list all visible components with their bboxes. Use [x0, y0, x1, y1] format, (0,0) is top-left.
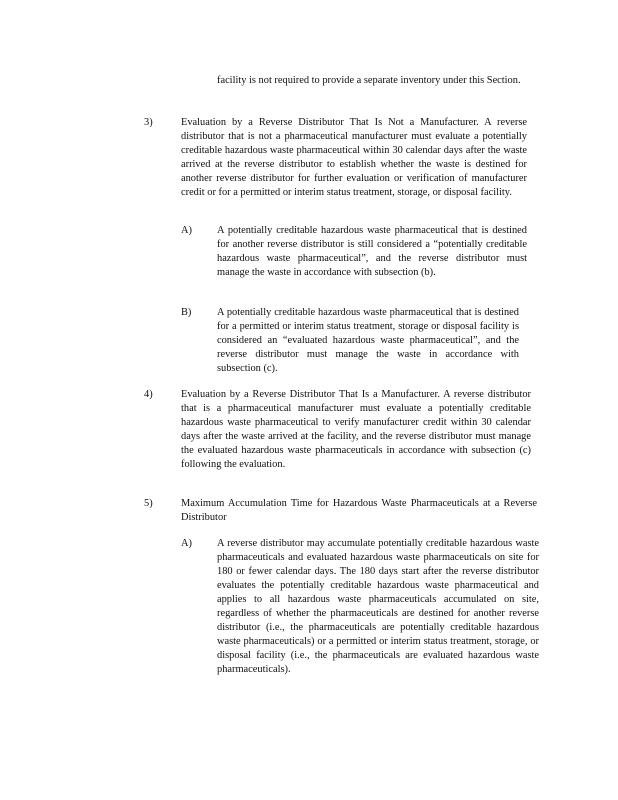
subitem-paragraph: A potentially creditable hazardous waste pharmaceutical that is destined for a permitted or interim status treatment, storage or disposal facility is considered an “evaluated hazardous waste pharmaceutical”, and the reverse distributor must manage the waste in accordance with subsection (c).: [217, 307, 519, 374]
subitem-label: A): [181, 225, 192, 236]
subitem-paragraph: A potentially creditable hazardous waste pharmaceutical that is destined for another reverse distributor is still considered a “potentially creditable hazardous waste pharmaceutical”, and the reverse distributor must manage the waste in accordance with subsection (b).: [217, 225, 527, 278]
item-number: 5): [144, 498, 153, 509]
item-number: 4): [144, 389, 153, 400]
item-paragraph: Maximum Accumulation Time for Hazardous Waste Pharmaceuticals at a Reverse Distributor: [181, 498, 537, 523]
continuation-paragraph: facility is not required to provide a separate inventory under this Section.: [217, 75, 521, 86]
subitem-paragraph: A reverse distributor may accumulate potentially creditable hazardous waste pharmaceuticals and evaluated hazardous waste pharmaceuticals on site for 180 or fewer calendar days. The 180 days start after the reverse distributor evaluates the potentially creditable hazardous waste pharmaceutical and applies to all hazardous waste pharmaceuticals accumulated on site, regardless of whether the pharmaceuticals are destined for another reverse distributor (i.e., the pharmaceuticals are potentially creditable hazardous waste pharmaceuticals) or a permitted or interim status treatment, storage, or disposal facility (i.e., the pharmaceuticals are evaluated hazardous waste pharmaceuticals).: [217, 538, 539, 675]
subitem-label: B): [181, 307, 192, 318]
item-number: 3): [144, 117, 153, 128]
subitem-label: A): [181, 538, 192, 549]
item-paragraph: Evaluation by a Reverse Distributor That Is Not a Manufacturer. A reverse distributor that is not a pharmaceutical manufacturer must evaluate a potentially creditable hazardous waste pharmaceutical within 30 calendar days after the waste arrived at the reverse distributor to establish whether the waste is destined for another reverse distributor for further evaluation or verification of manufacturer credit or for a permitted or interim status treatment, storage, or disposal facility.: [181, 117, 527, 198]
item-paragraph: Evaluation by a Reverse Distributor That Is a Manufacturer. A reverse distributor that is a pharmaceutical manufacturer must evaluate a potentially creditable hazardous waste pharmaceutical to verify manufacturer credit within 30 calendar days after the waste arrived at the facility, and the reverse distributor must manage the evaluated hazardous waste pharmaceuticals in accordance with subsection (c) following the evaluation.: [181, 389, 531, 470]
